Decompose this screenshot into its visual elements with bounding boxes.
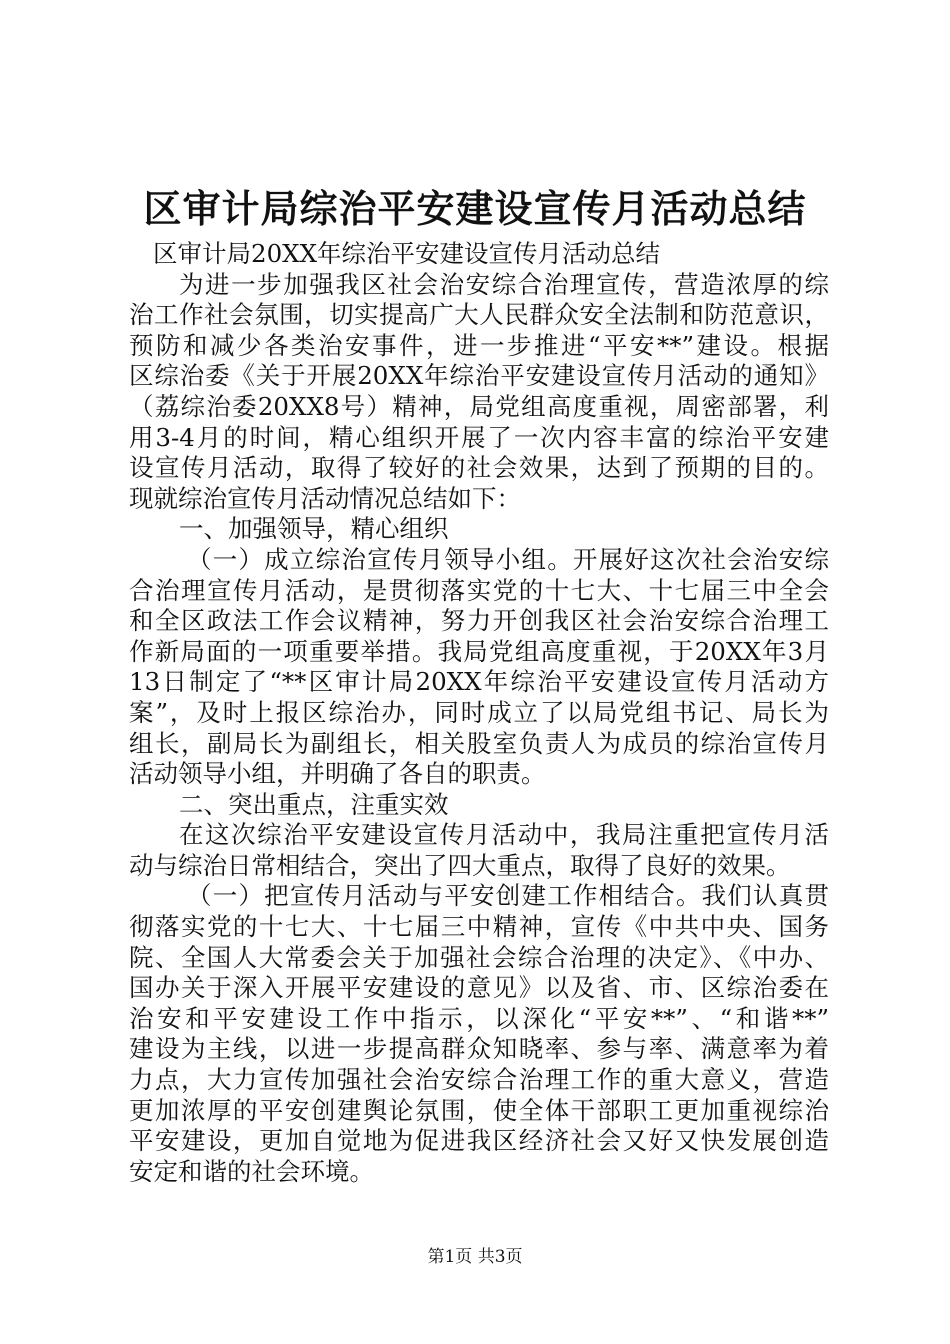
body-line: 组长，副局长为副组长，相关股室负责人为成员的综治宣传月	[129, 728, 829, 758]
body-line: （一）把宣传月活动与平安创建工作相结合。我们认真贯	[187, 881, 829, 911]
body-line: 建设为主线，以进一步提高群众知晓率、参与率、满意率为着	[129, 1034, 829, 1064]
body-line: 治工作社会氛围，切实提高广大人民群众安全法制和防范意识，	[129, 300, 829, 330]
body-line: 更加浓厚的平安创建舆论氛围，使全体干部职工更加重视综治	[129, 1095, 829, 1125]
body-line: 动与综治日常相结合，突出了四大重点，取得了良好的效果。	[129, 850, 791, 880]
body-line: 合治理宣传月活动，是贯彻落实党的十七大、十七届三中全会	[129, 575, 829, 605]
document-title: 区审计局综治平安建设宣传月活动总结	[143, 186, 807, 231]
body-line: 和全区政法工作会议精神，努力开创我区社会治安综合治理工	[129, 606, 829, 636]
document-body	[129, 239, 829, 1187]
body-line: 院、全国人大常委会关于加强社会综合治理的决定》、《中办、	[129, 942, 829, 972]
body-line: 现就综治宣传月活动情况总结如下：	[129, 483, 521, 513]
body-line: 13日制定了“**区审计局20XX年综治平安建设宣传月活动方	[129, 667, 829, 697]
body-line: 平安建设，更加自觉地为促进我区经济社会又好又快发展创造	[129, 1126, 829, 1156]
body-line: 案”，及时上报区综治办，同时成立了以局党组书记、局长为	[129, 697, 829, 727]
body-line: （荔综治委20XX8号）精神，局党组高度重视，周密部署，利	[129, 391, 829, 421]
body-line: （一）成立综治宣传月领导小组。开展好这次社会治安综	[187, 544, 829, 574]
body-line: 活动领导小组，并明确了各自的职责。	[129, 759, 546, 789]
body-line: 安定和谐的社会环境。	[129, 1156, 374, 1186]
body-line: 国办关于深入开展平安建设的意见》以及省、市、区综治委在	[129, 973, 829, 1003]
body-line: 为进一步加强我区社会治安综合治理宣传，营造浓厚的综	[179, 269, 829, 299]
body-line: 区审计局20XX年综治平安建设宣传月活动总结	[153, 239, 661, 268]
page-footer: 第1页 共3页	[427, 1247, 523, 1267]
body-line: 彻落实党的十七大、十七届三中精神，宣传《中共中央、国务	[129, 912, 829, 942]
body-line: 在这次综治平安建设宣传月活动中，我局注重把宣传月活	[179, 820, 829, 850]
body-line: 一、加强领导，精心组织	[179, 514, 449, 544]
body-line: 治安和平安建设工作中指示，以深化“平安**”、“和谐**”	[129, 1003, 829, 1033]
body-line: 预防和减少各类治安事件，进一步推进“平安**”建设。根据	[129, 330, 829, 360]
body-line: 用3-4月的时间，精心组织开展了一次内容丰富的综治平安建	[129, 422, 829, 452]
body-line: 力点，大力宣传加强社会治安综合治理工作的重大意义，营造	[129, 1065, 829, 1095]
body-line: 作新局面的一项重要举措。我局党组高度重视，于20XX年3月	[129, 636, 829, 666]
body-line: 区综治委《关于开展20XX年综治平安建设宣传月活动的通知》	[129, 361, 829, 391]
body-line: 二、突出重点，注重实效	[179, 789, 449, 819]
body-line: 设宣传月活动，取得了较好的社会效果，达到了预期的目的。	[129, 453, 829, 483]
